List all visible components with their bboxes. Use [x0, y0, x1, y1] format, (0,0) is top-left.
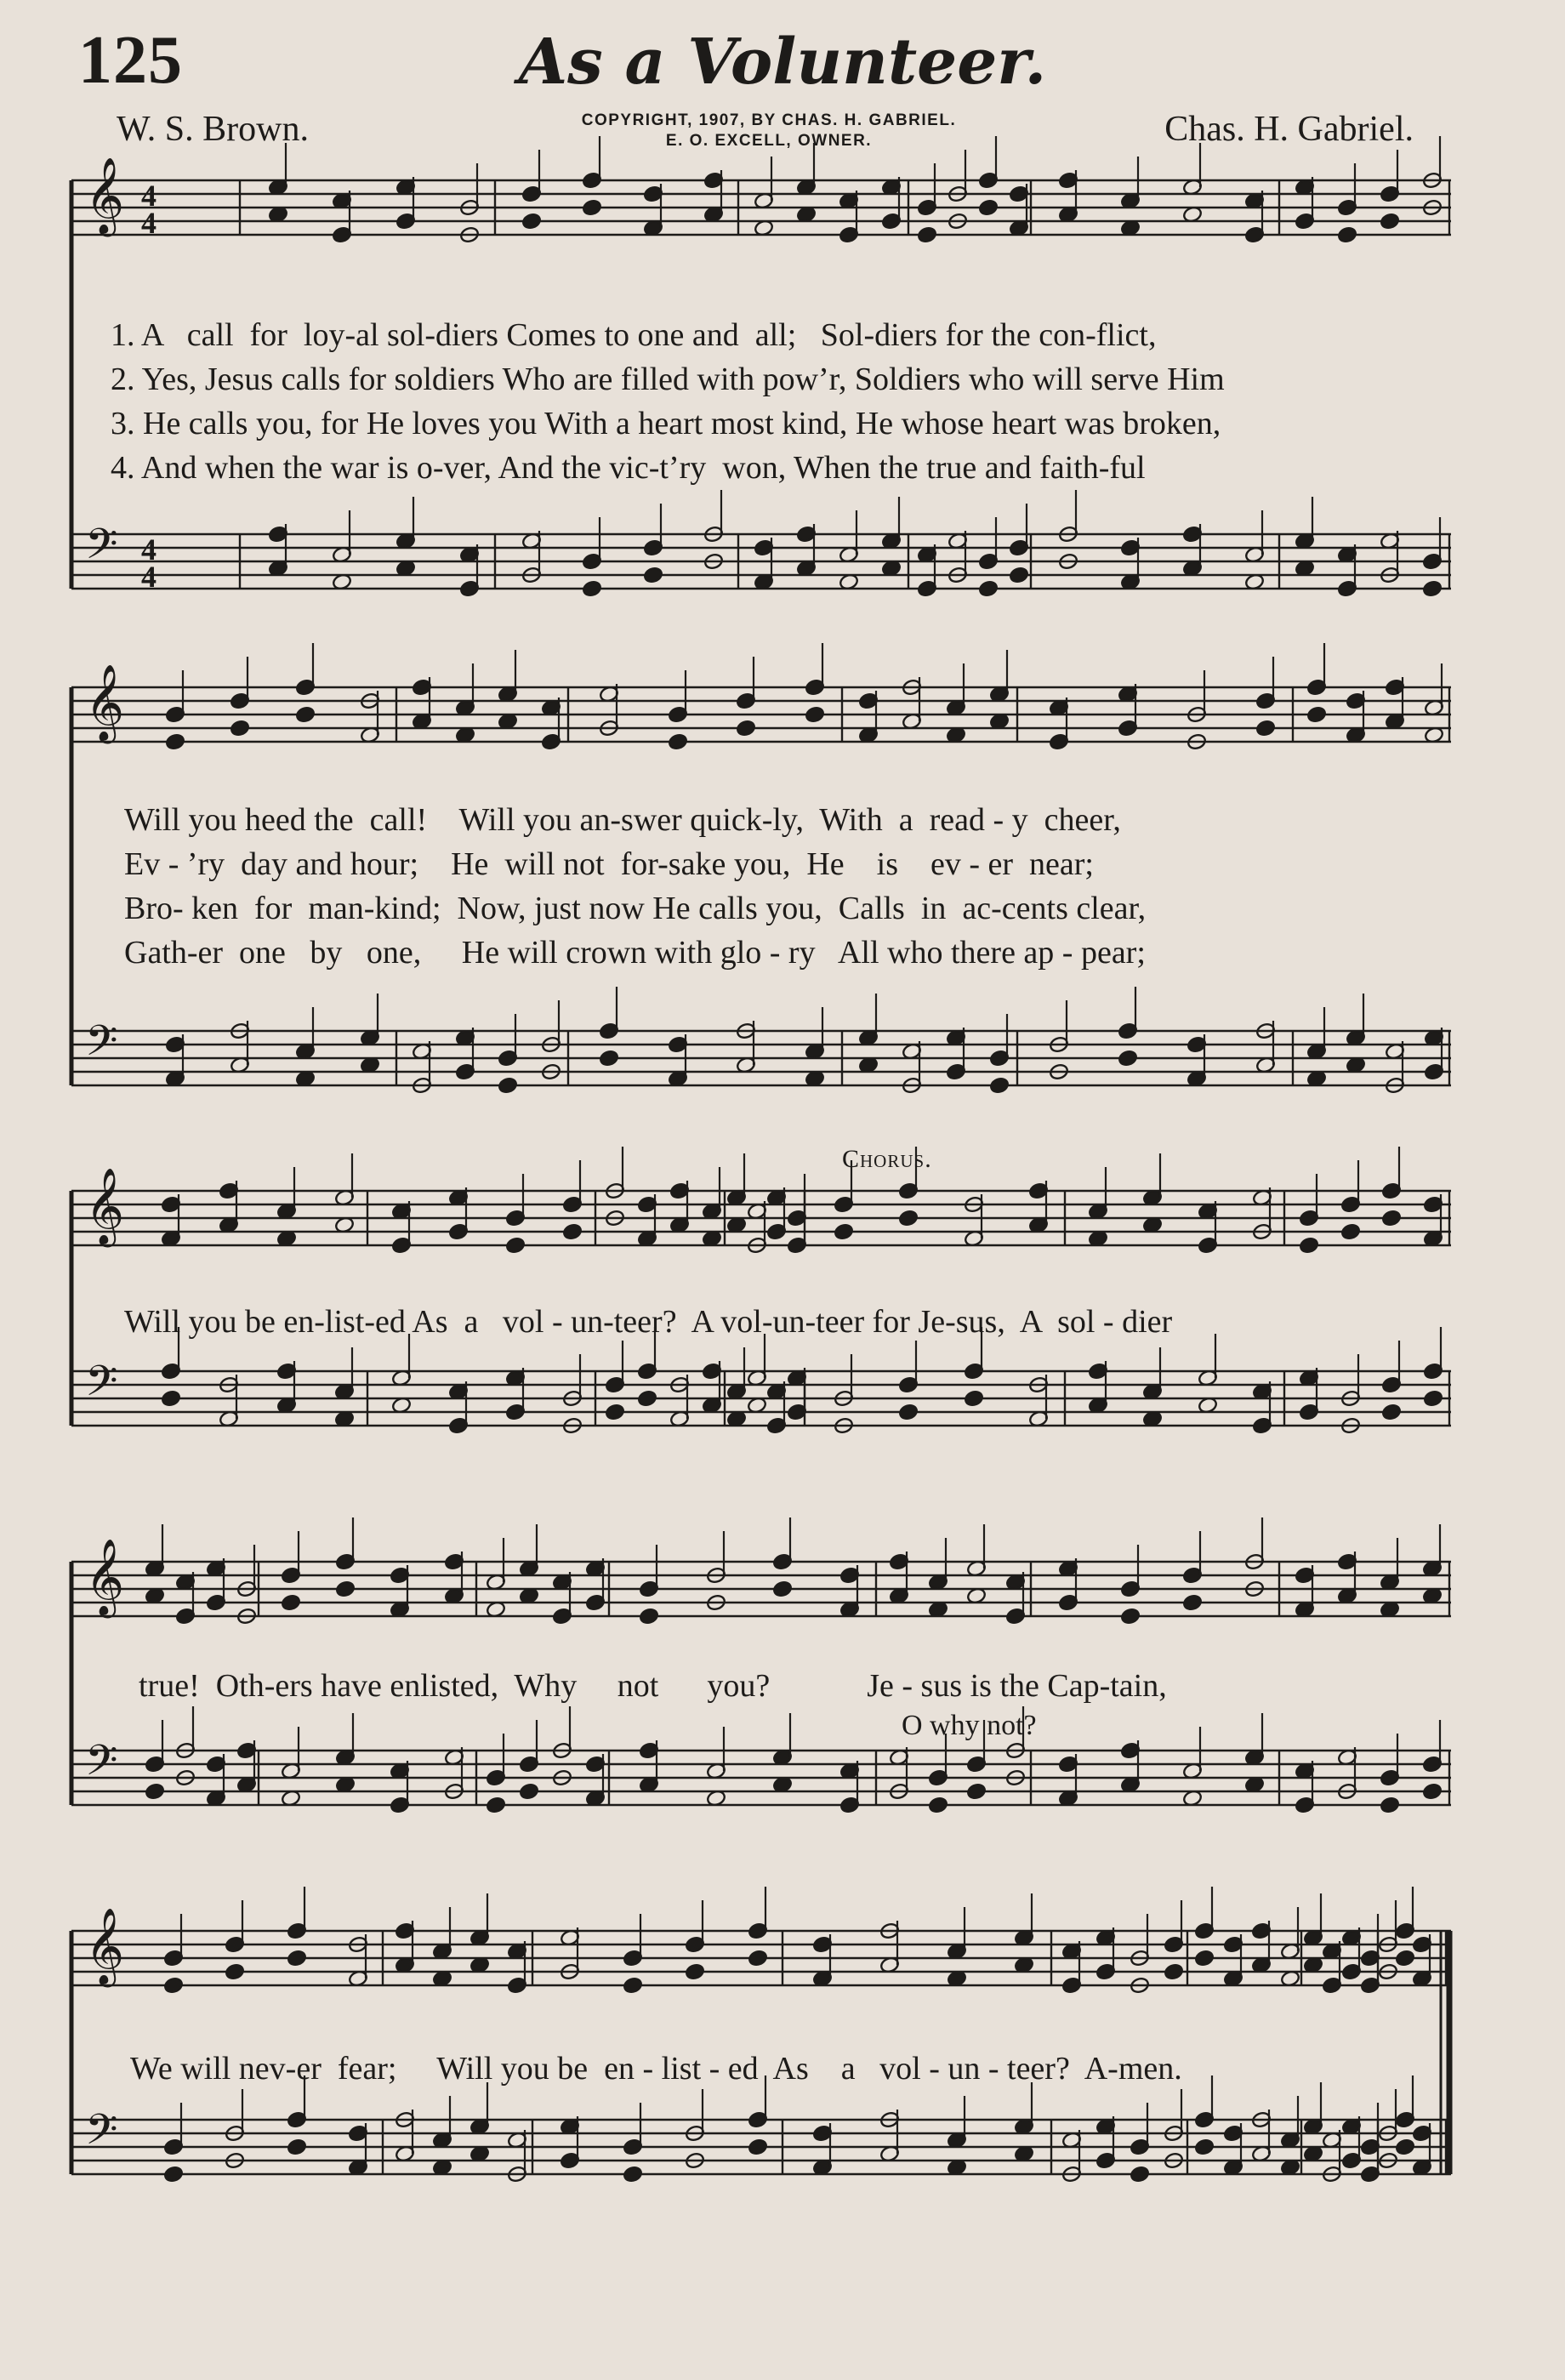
system-3-bass-note	[1381, 1404, 1402, 1421]
system-3-bass-note	[964, 1390, 984, 1408]
system-4-bass-note	[145, 1783, 165, 1801]
system-3-treble-note	[898, 1210, 919, 1227]
system-4-treble-note	[772, 1580, 793, 1598]
system-5-treble-note	[287, 1950, 307, 1967]
system-4-bass-note	[1422, 1783, 1443, 1801]
system-2-treble-note	[736, 720, 756, 737]
system-1-treble-clef: 𝄞	[85, 157, 125, 234]
verse-2-line-b: Ev - ’ry day and hour; He will not for-sake you, He is ev - er near;	[124, 846, 1094, 882]
hymn-title: As a Volunteer.	[518, 26, 1047, 99]
system-5-bass-note	[623, 2166, 643, 2184]
system-1-bass-note	[1009, 567, 1029, 584]
system-1-bass-note	[643, 567, 663, 584]
system-1-bass-note	[582, 580, 602, 598]
system-1-treble-time-bottom: 4	[141, 206, 156, 240]
system-4-treble-note	[335, 1580, 356, 1598]
system-4-treble-note	[281, 1594, 301, 1612]
system-3-treble-note	[1299, 1237, 1319, 1255]
system-1-treble-time-top: 4	[141, 179, 156, 213]
system-3-treble-note	[1340, 1223, 1361, 1241]
system-2-treble-note	[165, 733, 185, 751]
system-3-treble-note	[1381, 1210, 1402, 1227]
system-5-bass-note	[1130, 2166, 1150, 2184]
system-3-bass-note	[1423, 1390, 1443, 1408]
system-1-treble-note	[978, 199, 999, 217]
verse-3-line-a: 3. He calls you, for He loves you With a heart most kind, He whose heart was broken,	[111, 406, 1221, 441]
hymn-number: 125	[78, 23, 183, 98]
alto-echo-lyric: O why not?	[902, 1710, 1037, 1741]
verse-1-line-b: Will you heed the call! Will you an-swer quick-ly, With a read - y cheer,	[124, 802, 1121, 838]
system-3-bass-note	[161, 1390, 181, 1408]
system-5-bass-note	[163, 2166, 184, 2184]
system-4-treble-note	[639, 1608, 659, 1626]
system-2-treble-note	[668, 733, 688, 751]
system-2-bass-note	[989, 1077, 1010, 1095]
composer-credit: Chas. H. Gabriel.	[1164, 110, 1414, 149]
system-5-treble-note	[1395, 1950, 1415, 1967]
system-5-treble-clef: 𝄞	[85, 1908, 125, 1984]
system-5-treble-note	[685, 1963, 705, 1981]
system-5-treble-note	[163, 1977, 184, 1995]
system-3-bass-note	[605, 1404, 625, 1421]
verse-2-line-a: 2. Yes, Jesus calls for soldiers Who are filled with pow’r, Soldiers who will serve Him	[111, 362, 1225, 397]
chorus-label: Chorus.	[842, 1145, 932, 1173]
system-5-treble-note	[748, 1950, 768, 1967]
system-5-bass-note	[287, 2138, 307, 2156]
system-3-treble-note	[562, 1223, 583, 1241]
system-3-treble-note	[834, 1223, 854, 1241]
system-2-bass-note	[1118, 1050, 1138, 1068]
system-4-treble-clef: 𝄞	[85, 1539, 125, 1615]
system-5-bass-note	[1194, 2138, 1215, 2156]
system-1-bass-time-top: 4	[141, 532, 156, 567]
system-3-bass-clef: 𝄢	[85, 1357, 118, 1416]
system-4-bass-clef: 𝄢	[85, 1736, 118, 1796]
system-5-bass-clef: 𝄢	[85, 2105, 118, 2165]
system-1-treble-note	[521, 213, 542, 231]
system-5-bass-note	[1395, 2138, 1415, 2156]
system-2-treble-note	[295, 706, 316, 724]
system-1-treble-note	[1337, 226, 1357, 244]
verse-4-line-a: 4. And when the war is o-ver, And the vic-t’ry won, When the true and faith-ful	[111, 450, 1146, 486]
system-5-treble-note	[623, 1977, 643, 1995]
lyricist-credit: W. S. Brown.	[117, 110, 309, 149]
system-3-treble-note	[505, 1237, 526, 1255]
system-3-treble-clef: 𝄞	[85, 1168, 125, 1244]
system-4-bass-note	[928, 1796, 948, 1814]
system-2-bass-note	[599, 1050, 619, 1068]
system-4-bass-note	[486, 1796, 506, 1814]
system-4-treble-note	[1182, 1594, 1203, 1612]
system-4-bass-note	[519, 1783, 539, 1801]
system-2-bass-note	[498, 1077, 518, 1095]
copyright-line-1: COPYRIGHT, 1907, BY CHAS. H. GABRIEL.	[581, 111, 957, 129]
copyright-line-2: E. O. EXCELL, OWNER.	[665, 132, 873, 150]
system-4-treble-note	[1120, 1608, 1141, 1626]
system-2-treble-clef: 𝄞	[85, 664, 125, 741]
chorus-lyric-3: We will nev-er fear; Will you be en - list - ed As a vol - un - teer? A-men.	[130, 2051, 1182, 2087]
system-5-treble-note	[1194, 1950, 1215, 1967]
system-1-bass-time-bottom: 4	[141, 560, 156, 594]
verse-3-line-b: Bro- ken for man-kind; Now, just now He calls you, Calls in ac-cents clear,	[124, 891, 1147, 926]
system-5-treble-note	[225, 1963, 245, 1981]
system-1-treble-note	[582, 199, 602, 217]
system-3-bass-note	[637, 1390, 657, 1408]
system-5-bass-note	[748, 2138, 768, 2156]
verse-1-line-a: 1. A call for loy-al sol-diers Comes to one and all; Sol-diers for the con-flict,	[111, 317, 1157, 353]
chorus-lyric-1: Will you be en-list-ed As a vol - un-teer? A vol-un-teer for Je-sus, A sol - dier	[124, 1304, 1173, 1340]
system-1-treble-note	[917, 226, 937, 244]
system-1-treble-note	[1380, 213, 1400, 231]
system-2-treble-note	[805, 706, 825, 724]
system-1-bass-note	[1422, 580, 1443, 598]
system-2-treble-note	[1255, 720, 1276, 737]
system-2-bass-clef: 𝄢	[85, 1016, 118, 1076]
system-1-bass-note	[978, 580, 999, 598]
system-1-bass-clef: 𝄢	[85, 520, 118, 579]
system-5-treble-note	[1164, 1963, 1184, 1981]
system-4-bass-note	[1380, 1796, 1400, 1814]
system-3-bass-note	[898, 1404, 919, 1421]
chorus-lyric-2: true! Oth-ers have enlisted, Why not you? Je - sus is the Cap-tain,	[139, 1668, 1167, 1704]
system-4-bass-note	[966, 1783, 987, 1801]
system-2-treble-note	[1306, 706, 1327, 724]
system-2-treble-note	[230, 720, 250, 737]
verse-4-line-b: Gath-er one by one, He will crown with glo - ry All who there ap - pear;	[124, 935, 1146, 971]
